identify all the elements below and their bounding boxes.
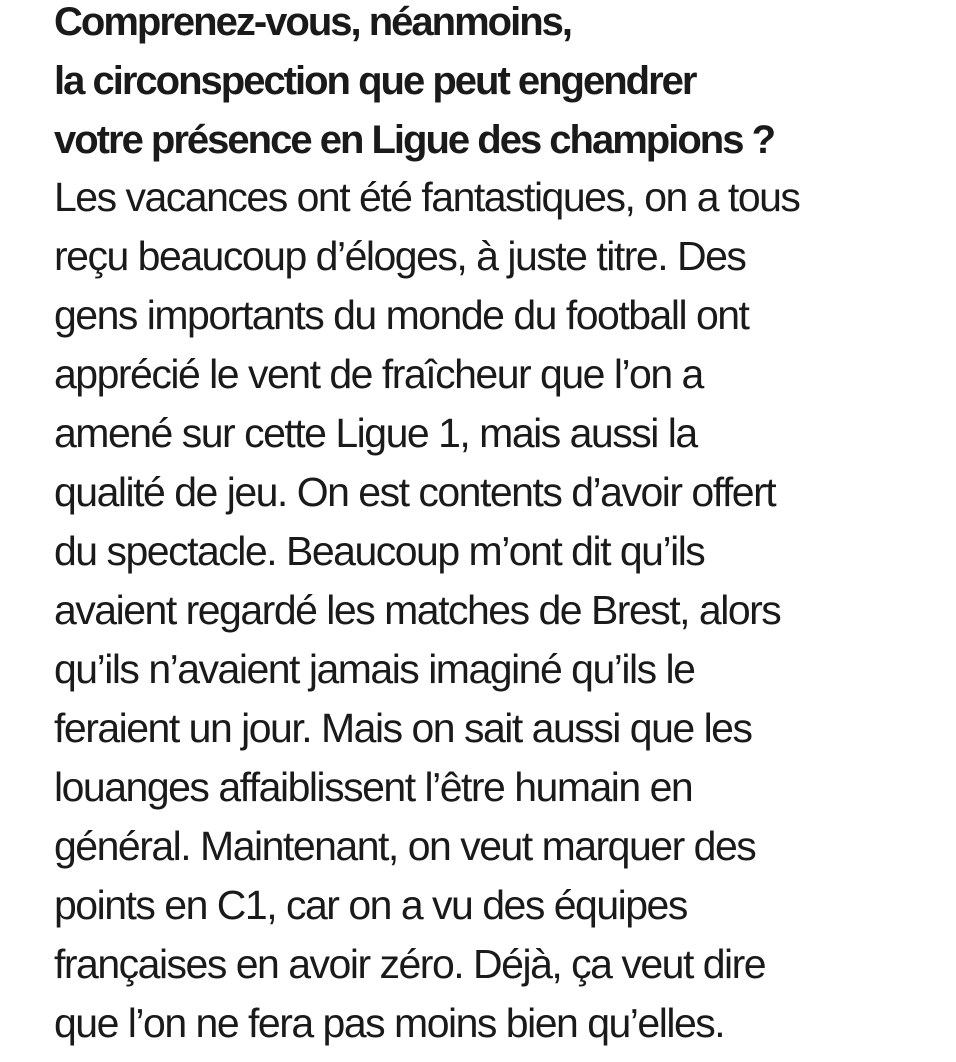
answer-line: amené sur cette Ligue 1, mais aussi la xyxy=(54,410,697,456)
answer-line: que l’on ne fera pas moins bien qu’elles. xyxy=(54,1000,725,1046)
answer-line: louanges affaiblissent l’être humain en xyxy=(54,764,693,810)
answer-line: points en C1, car on a vu des équipes xyxy=(54,882,687,928)
answer-line: général. Maintenant, on veut marquer des xyxy=(54,823,756,869)
interview-answer xyxy=(54,168,799,1053)
answer-line: qu’ils n’avaient jamais imaginé qu’ils le xyxy=(54,646,695,692)
answer-line: feraient un jour. Mais on sait aussi que les xyxy=(54,705,752,751)
answer-line: apprécié le vent de fraîcheur que l’on a xyxy=(54,351,703,397)
question-line: Comprenez-vous, néanmoins, xyxy=(54,0,571,44)
question-line: votre présence en Ligue des champions ? xyxy=(54,118,775,162)
answer-line: Les vacances ont été fantastiques, on a tous xyxy=(54,174,800,220)
interview-question xyxy=(54,0,954,177)
answer-line: qualité de jeu. On est contents d’avoir offert xyxy=(54,469,776,515)
question-line: la circonspection que peut engendrer xyxy=(54,59,696,103)
answer-line: reçu beaucoup d’éloges, à juste titre. Des xyxy=(54,233,746,279)
answer-line: françaises en avoir zéro. Déjà, ça veut dire xyxy=(54,941,766,987)
answer-line: du spectacle. Beaucoup m’ont dit qu’ils xyxy=(54,528,705,574)
article-page xyxy=(54,0,954,1046)
answer-line: gens importants du monde du football ont xyxy=(54,292,749,338)
answer-line: avaient regardé les matches de Brest, alors xyxy=(54,587,781,633)
